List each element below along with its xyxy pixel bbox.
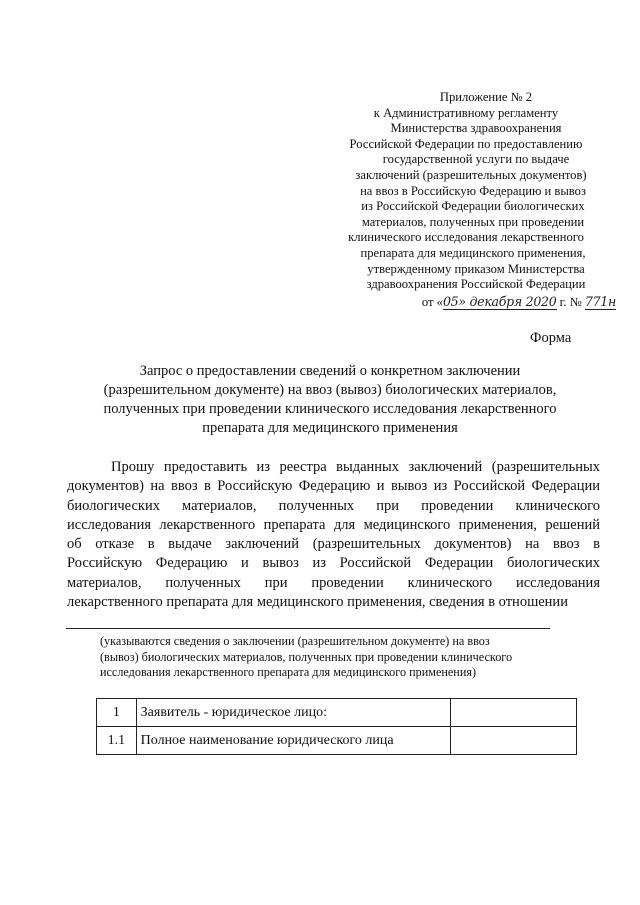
appendix-line: клинического исследования лекарственного xyxy=(348,230,584,245)
order-date-line xyxy=(330,294,616,311)
row-value-cell[interactable] xyxy=(450,727,576,755)
body-line: документов) на ввоз в Российскую Федерацию и вывоз из Российской Федерации xyxy=(67,478,600,495)
form-label: Форма xyxy=(530,330,572,346)
fill-in-note xyxy=(100,634,560,681)
document-title xyxy=(80,362,580,438)
row-label: Полное наименование юридического лица xyxy=(136,727,450,755)
appendix-line: материалов, полученных при проведении xyxy=(361,214,585,229)
handwritten-month-year: » декабря 2020 xyxy=(458,293,557,309)
appendix-line: Министерства здравоохранения xyxy=(390,121,562,136)
request-body xyxy=(67,458,600,612)
title-line: препарата для медицинского применения xyxy=(202,420,458,436)
date-suffix: г. № xyxy=(556,294,585,309)
body-line: исследования лекарственного препарата для медицинского применения, решений xyxy=(67,516,600,533)
body-line: Прошу предоставить из реестра выданных заключений (разрешительных xyxy=(111,459,600,475)
appendix-line: к Административному регламенту xyxy=(373,105,559,120)
body-line: биологических материалов, полученных при проведении клинического xyxy=(67,497,600,514)
table-row xyxy=(97,727,577,755)
body-line: об отказе в выдаче заключений (разрешительных документов) на ввоз в xyxy=(67,536,600,553)
title-line: (разрешительном документе) на ввоз (вывоз) биологических материалов, xyxy=(103,382,557,398)
row-value-cell[interactable] xyxy=(450,699,576,727)
applicant-table xyxy=(96,698,577,755)
appendix-line: Приложение № 2 xyxy=(439,90,533,104)
appendix-line: утвержденному приказом Министерства xyxy=(367,261,585,276)
body-line: лекарственного препарата для медицинского применения, сведения в отношении xyxy=(67,594,568,611)
appendix-header xyxy=(330,90,616,310)
note-line: исследования лекарственного препарата для медицинского применения) xyxy=(100,665,477,680)
fill-in-line[interactable] xyxy=(66,628,550,629)
appendix-line: препарата для медицинского применения, xyxy=(360,245,586,260)
date-prefix: от « xyxy=(421,294,443,309)
title-line: Запрос о предоставлении сведений о конкретном заключении xyxy=(139,363,521,379)
appendix-line: из Российской Федерации биологических xyxy=(361,199,585,214)
appendix-line: на ввоз в Российскую Федерацию и вывоз xyxy=(360,183,586,198)
handwritten-day: 05 xyxy=(442,293,459,309)
appendix-line: заключений (разрешительных документов) xyxy=(355,167,587,182)
title-line: полученных при проведении клинического исследования лекарственного xyxy=(103,401,557,417)
row-label: Заявитель - юридическое лицо: xyxy=(136,699,450,727)
row-number: 1 xyxy=(97,699,137,727)
appendix-line: государственной услуги по выдаче xyxy=(382,152,570,167)
note-line: (вывоз) биологических материалов, полученных при проведении клинического xyxy=(100,649,513,664)
handwritten-order-number: 771н xyxy=(584,293,616,309)
row-number: 1.1 xyxy=(97,727,137,755)
appendix-line: Российской Федерации по предоставлению xyxy=(349,136,583,151)
body-line: материалов, полученных при проведении клинического исследования xyxy=(67,574,600,591)
body-line: Российскую Федерацию и вывоз из Российской Федерации биологических xyxy=(67,555,600,572)
table-row xyxy=(97,699,577,727)
appendix-line: здравоохранения Российской Федерации xyxy=(366,277,586,292)
note-line: (указываются сведения о заключении (разрешительном документе) на ввоз xyxy=(100,634,490,648)
